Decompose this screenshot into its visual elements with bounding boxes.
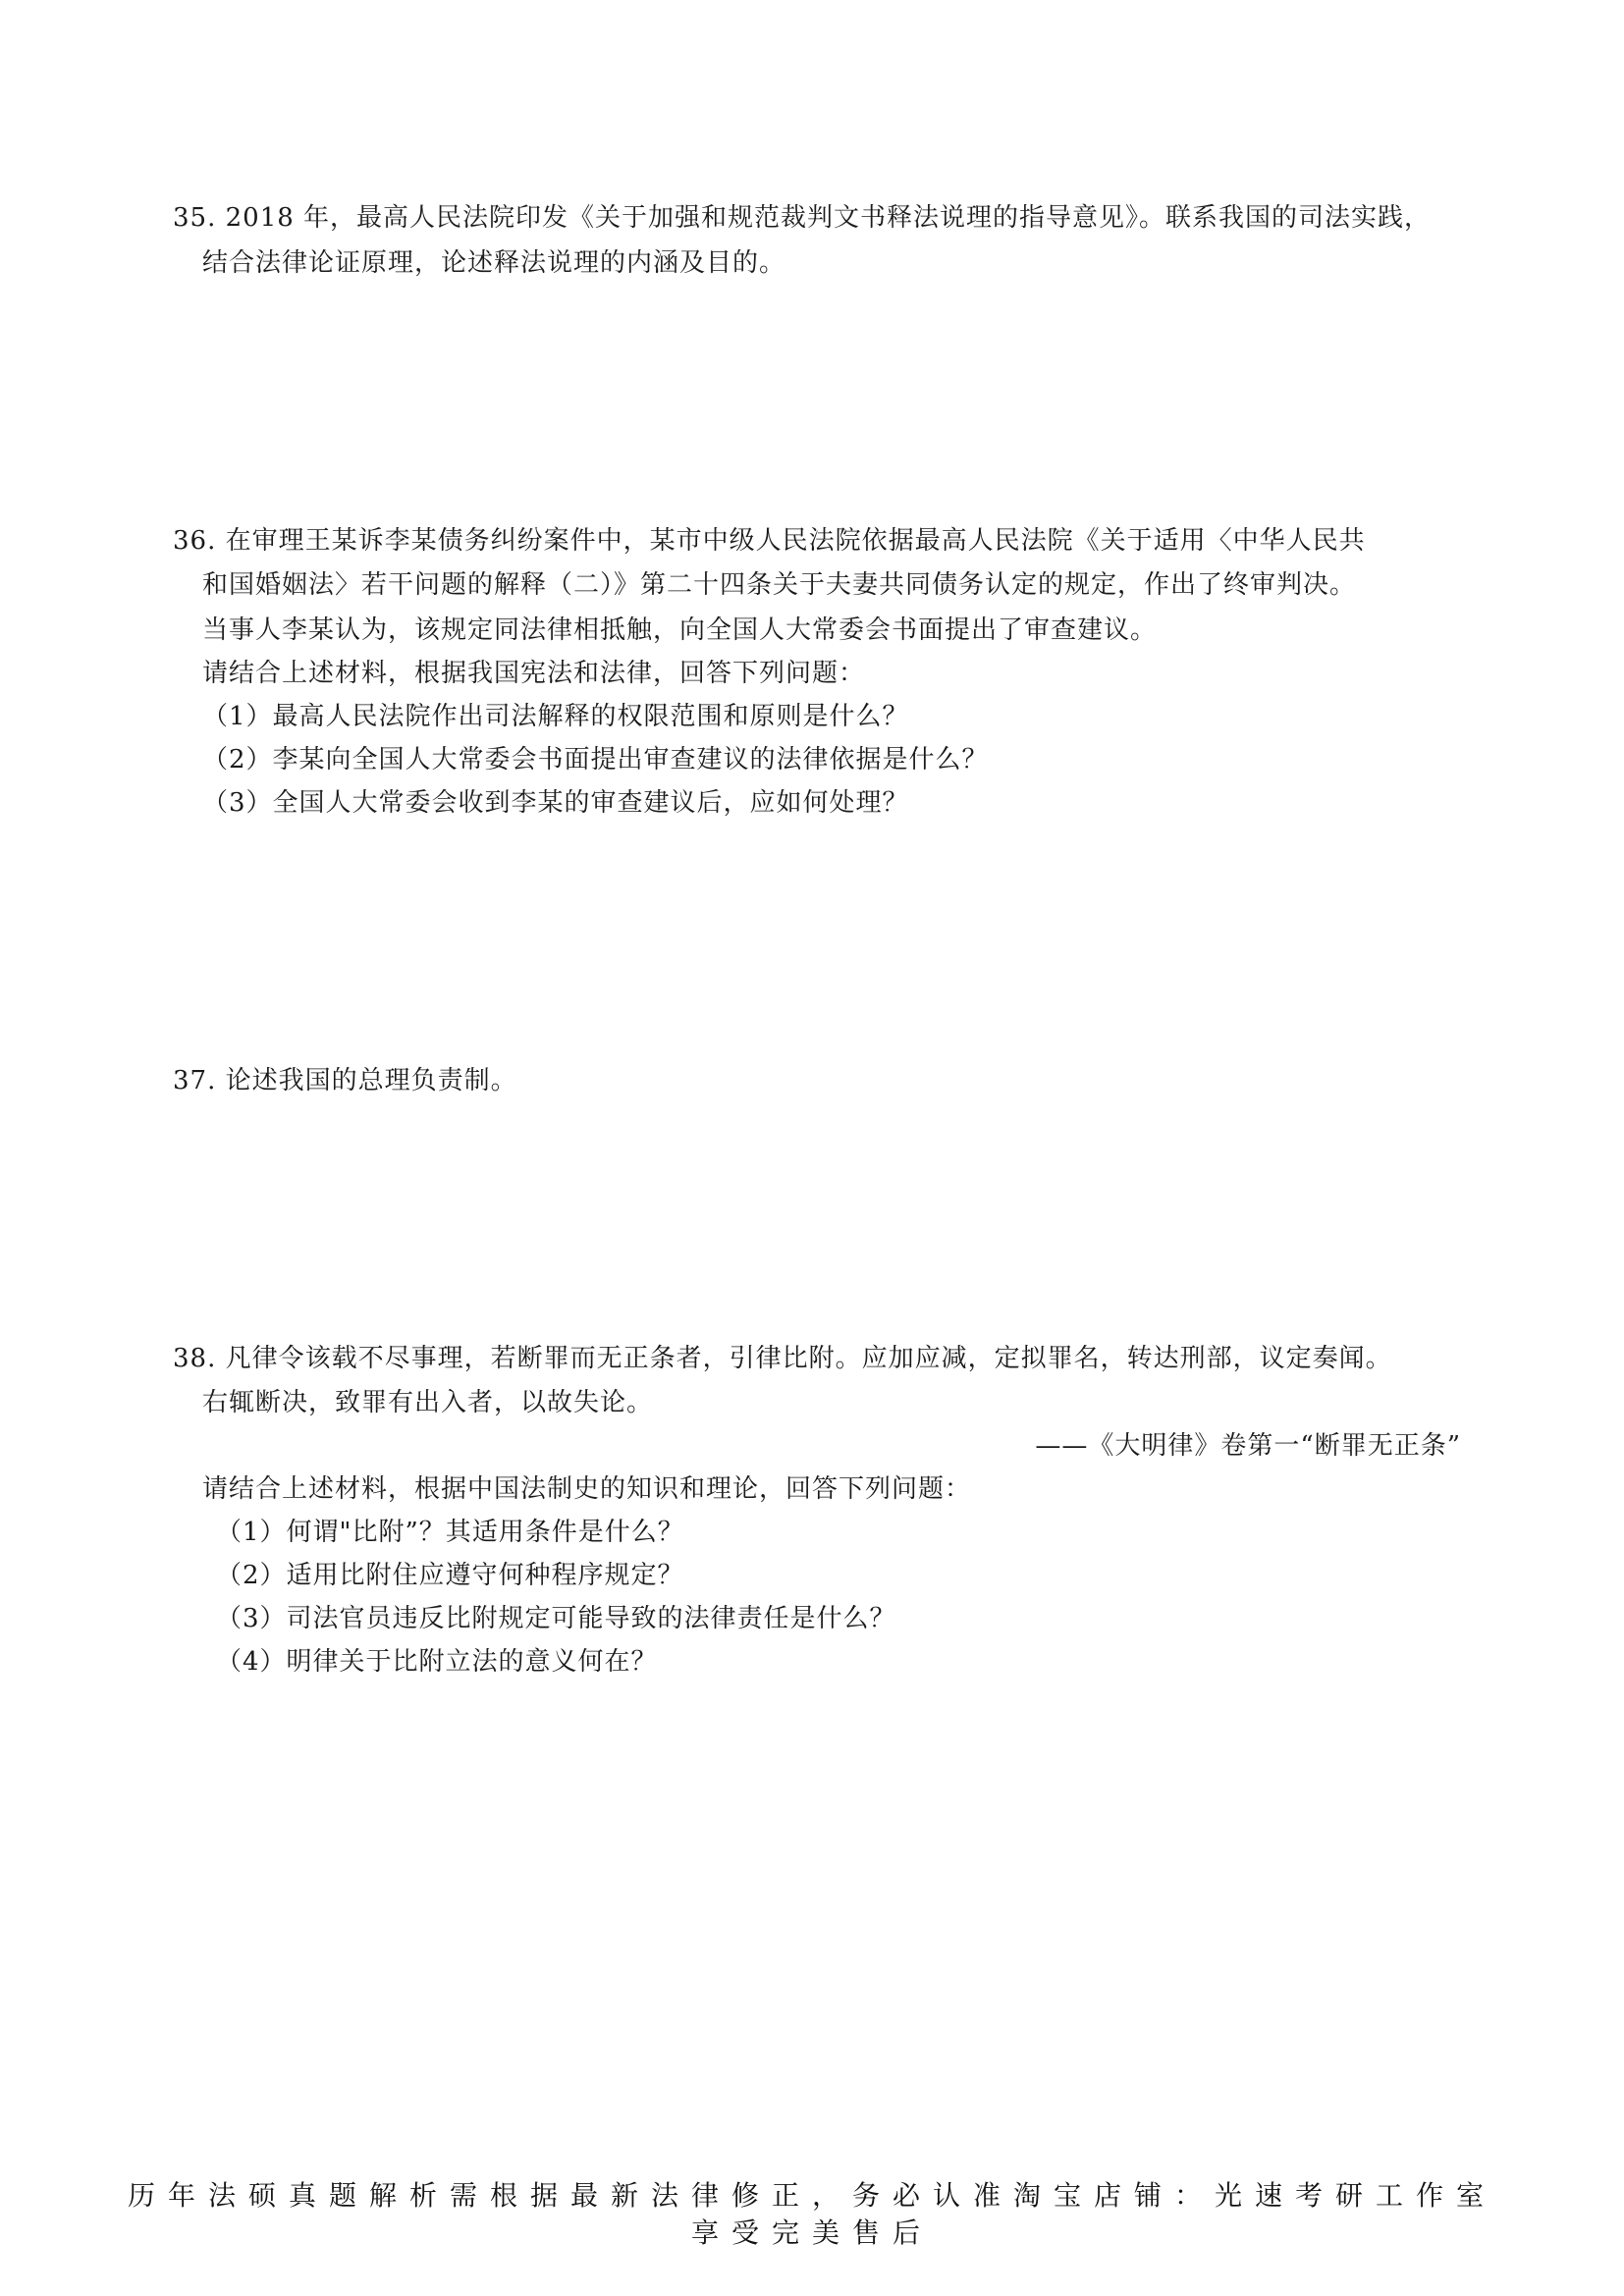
q35-line-2: 结合法律论证原理，论述释法说理的内涵及目的。: [202, 248, 786, 278]
q36-sub-1: （1）最高人民法院作出司法解释的权限范围和原则是什么？: [202, 702, 909, 731]
q38-sub-4: （4）明律关于比附立法的意义何在？: [216, 1647, 658, 1677]
q38-line-2: 右辄断决，致罪有出入者，以故失论。: [202, 1388, 654, 1417]
q38-sub-2: （2）适用比附住应遵守何种程序规定？: [216, 1561, 684, 1590]
q37-line-1: 37. 论述我国的总理负责制。: [173, 1066, 517, 1095]
q38-source-citation: ——《大明律》卷第一“断罪无正条”: [1035, 1431, 1461, 1461]
q36-line-3: 当事人李某认为，该规定同法律相抵触，向全国人大常委会书面提出了审查建议。: [202, 615, 1158, 645]
q36-line-4: 请结合上述材料，根据我国宪法和法律，回答下列问题：: [202, 659, 866, 688]
footer-notice-line-1: 历年法硕真题解析需根据最新法律修正，务必认准淘宝店铺：光速考研工作室: [127, 2179, 1496, 2212]
footer-notice-line-2: 享受完美售后: [690, 2216, 933, 2249]
q38-sub-3: （3）司法官员违反比附规定可能导致的法律责任是什么？: [216, 1604, 896, 1633]
q38-line-1: 38. 凡律令该载不尽事理，若断罪而无正条者，引律比附。应加应减，定拟罪名，转达刑部，议定奏闻。: [173, 1344, 1392, 1373]
q36-line-2: 和国婚姻法〉若干问题的解释（二）》第二十四条关于夫妻共同债务认定的规定，作出了终审判决。: [202, 570, 1357, 600]
q36-sub-3: （3）全国人大常委会收到李某的审查建议后，应如何处理？: [202, 788, 909, 818]
q38-sub-1: （1）何谓"比附”？其适用条件是什么？: [216, 1518, 684, 1547]
q36-line-1: 36. 在审理王某诉李某债务纠纷案件中，某市中级人民法院依据最高人民法院《关于适用〈中华人民共: [173, 526, 1366, 556]
q38-line-3: 请结合上述材料，根据中国法制史的知识和理论，回答下列问题：: [202, 1474, 972, 1504]
q35-line-1: 35. 2018 年，最高人民法院印发《关于加强和规范裁判文书释法说理的指导意见》。联系我国的司法实践，: [173, 203, 1432, 233]
q36-sub-2: （2）李某向全国人大常委会书面提出审查建议的法律依据是什么？: [202, 745, 989, 774]
